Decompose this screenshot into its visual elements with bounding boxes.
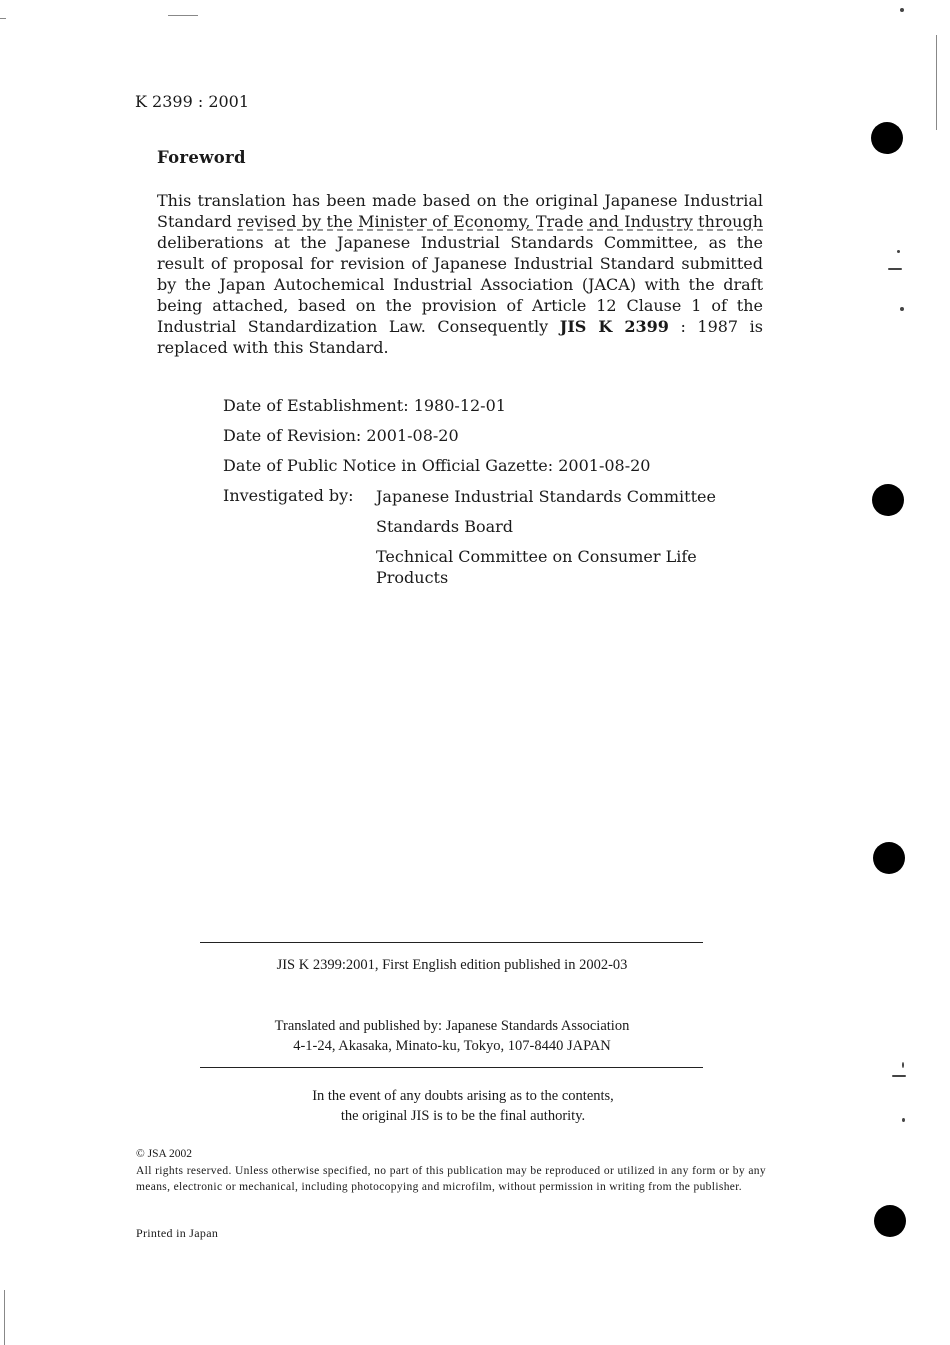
foreword-text-underlined: revised by the Minister of Economy, Trade and Industry through	[237, 212, 764, 231]
scan-speck	[900, 8, 904, 12]
rights-statement: All rights reserved. Unless otherwise specified, no part of this publication may be reproduced or utilized in any form or by any means, electronic or mechanical, including photocopying and microfilm, without permission in writing from the publisher.	[136, 1165, 766, 1193]
scan-speck	[892, 1075, 906, 1077]
scan-speck	[897, 250, 900, 253]
foreword-title: Foreword	[157, 148, 246, 167]
investigated-by-technical-committee: Technical Committee on Consumer Life	[376, 547, 697, 566]
foreword-line	[157, 295, 763, 316]
publisher-info	[0, 1016, 904, 1056]
investigated-by-committee: Japanese Industrial Standards Committee	[376, 487, 716, 506]
investigated-by-technical-committee-cont: Products	[376, 568, 449, 587]
foreword-line	[157, 232, 763, 253]
foreword-body	[157, 190, 763, 358]
foreword-text: result of proposal for revision of Japanese Industrial Standard submitted	[157, 254, 763, 273]
investigated-by-board: Standards Board	[376, 517, 514, 536]
copyright: © JSA 2002	[136, 1148, 193, 1160]
punch-hole-4	[874, 1205, 906, 1237]
document-id: K 2399 : 2001	[135, 92, 250, 111]
authority-line: the original JIS is to be the final authority.	[340, 1108, 586, 1124]
foreword-text: Industrial Standardization Law. Consequently	[157, 317, 560, 336]
scan-speck	[888, 268, 902, 270]
date-of-establishment: Date of Establishment: 1980-12-01	[223, 396, 506, 415]
scan-speck	[902, 1062, 904, 1068]
foreword-text: Standard	[157, 212, 238, 231]
foreword-text: replaced with this Standard.	[157, 338, 389, 357]
foreword-text: by the Japan Autochemical Industrial Association (JACA) with the draft	[157, 275, 763, 294]
scan-mark-top	[168, 15, 198, 16]
scan-mark-right-edge	[936, 35, 937, 130]
divider-bottom	[200, 1067, 703, 1068]
punch-hole-3	[873, 842, 905, 874]
authority-line: In the event of any doubts arising as to the contents,	[312, 1088, 614, 1104]
divider-top	[200, 942, 703, 943]
printed-in: Printed in Japan	[136, 1226, 219, 1240]
authority-note	[0, 1086, 926, 1126]
foreword-line	[157, 316, 763, 337]
publisher-address: 4-1-24, Akasaka, Minato-ku, Tokyo, 107-8440 JAPAN	[293, 1038, 611, 1054]
foreword-line	[157, 190, 763, 211]
foreword-line	[157, 211, 763, 232]
foreword-line	[157, 274, 763, 295]
scan-speck	[900, 307, 904, 311]
investigated-by-label: Investigated by:	[223, 486, 354, 505]
date-of-revision: Date of Revision: 2001-08-20	[223, 426, 459, 445]
foreword-text: : 1987 is	[668, 317, 763, 336]
foreword-text: deliberations at the Japanese Industrial Standards Committee, as the	[157, 233, 763, 252]
foreword-line	[157, 253, 763, 274]
edition-note: JIS K 2399:2001, First English edition published in 2002-03	[276, 957, 628, 973]
foreword-text: being attached, based on the provision of Article 12 Clause 1 of the	[157, 296, 763, 315]
punch-hole-1	[871, 122, 903, 154]
date-of-public-notice: Date of Public Notice in Official Gazette: 2001-08-20	[223, 456, 651, 475]
publisher-line: Translated and published by: Japanese Standards Association	[274, 1018, 630, 1034]
scan-mark-left-edge	[4, 1290, 5, 1345]
scan-mark-top-left	[0, 18, 6, 19]
foreword-text: This translation has been made based on the original Japanese Industrial	[157, 191, 763, 210]
punch-hole-2	[872, 484, 904, 516]
foreword-line	[157, 337, 763, 358]
standard-reference: JIS K 2399	[559, 317, 669, 336]
